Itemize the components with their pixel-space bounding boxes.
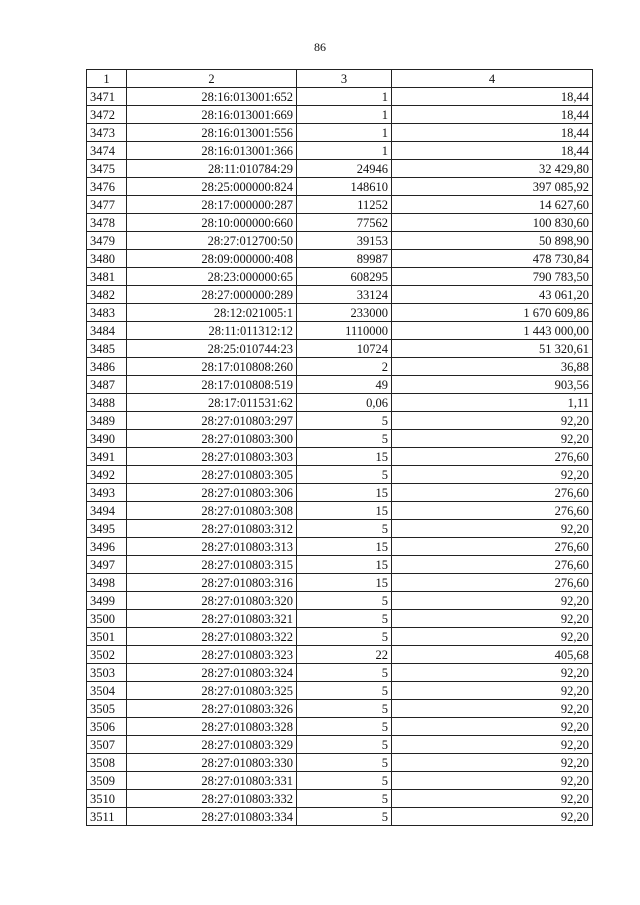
cadastral-number-cell: 28:27:010803:323 (127, 646, 297, 664)
table-row (87, 340, 593, 358)
amount-cell: 92,20 (392, 700, 593, 718)
table-body (87, 88, 593, 826)
row-number-cell: 3479 (87, 232, 127, 250)
table-row (87, 574, 593, 592)
cadastral-number-cell: 28:27:010803:297 (127, 412, 297, 430)
amount-cell: 1 443 000,00 (392, 322, 593, 340)
row-number-cell: 3486 (87, 358, 127, 376)
row-number-cell: 3504 (87, 682, 127, 700)
cadastral-number-cell: 28:27:010803:324 (127, 664, 297, 682)
row-number-cell: 3474 (87, 142, 127, 160)
area-cell: 5 (297, 412, 392, 430)
amount-cell: 18,44 (392, 142, 593, 160)
amount-cell: 43 061,20 (392, 286, 593, 304)
cadastral-number-cell: 28:27:000000:289 (127, 286, 297, 304)
area-cell: 5 (297, 430, 392, 448)
area-cell: 1 (297, 124, 392, 142)
row-number-cell: 3497 (87, 556, 127, 574)
amount-cell: 276,60 (392, 448, 593, 466)
row-number-cell: 3499 (87, 592, 127, 610)
cadastral-number-cell: 28:17:011531:62 (127, 394, 297, 412)
row-number-cell: 3473 (87, 124, 127, 142)
table-row (87, 682, 593, 700)
cadastral-number-cell: 28:27:010803:300 (127, 430, 297, 448)
amount-cell: 92,20 (392, 664, 593, 682)
table-row (87, 358, 593, 376)
amount-cell: 92,20 (392, 790, 593, 808)
area-cell: 5 (297, 628, 392, 646)
cadastral-number-cell: 28:16:013001:556 (127, 124, 297, 142)
amount-cell: 18,44 (392, 106, 593, 124)
table-row (87, 394, 593, 412)
area-cell: 5 (297, 664, 392, 682)
cadastral-number-cell: 28:27:010803:316 (127, 574, 297, 592)
amount-cell: 14 627,60 (392, 196, 593, 214)
cadastral-number-cell: 28:17:000000:287 (127, 196, 297, 214)
row-number-cell: 3476 (87, 178, 127, 196)
amount-cell: 92,20 (392, 772, 593, 790)
area-cell: 233000 (297, 304, 392, 322)
table-row (87, 160, 593, 178)
amount-cell: 92,20 (392, 682, 593, 700)
area-cell: 11252 (297, 196, 392, 214)
amount-cell: 18,44 (392, 124, 593, 142)
amount-cell: 1 670 609,86 (392, 304, 593, 322)
table-header (87, 70, 593, 88)
table-row (87, 286, 593, 304)
amount-cell: 1,11 (392, 394, 593, 412)
area-cell: 5 (297, 772, 392, 790)
cadastral-number-cell: 28:16:013001:669 (127, 106, 297, 124)
cadastral-number-cell: 28:09:000000:408 (127, 250, 297, 268)
area-cell: 148610 (297, 178, 392, 196)
area-cell: 33124 (297, 286, 392, 304)
cadastral-number-cell: 28:27:010803:315 (127, 556, 297, 574)
cadastral-number-cell: 28:27:010803:321 (127, 610, 297, 628)
cadastral-number-cell: 28:16:013001:366 (127, 142, 297, 160)
amount-cell: 903,56 (392, 376, 593, 394)
cadastral-number-cell: 28:27:010803:313 (127, 538, 297, 556)
amount-cell: 92,20 (392, 628, 593, 646)
table-row (87, 718, 593, 736)
row-number-cell: 3478 (87, 214, 127, 232)
amount-cell: 92,20 (392, 718, 593, 736)
table-row (87, 754, 593, 772)
table-row (87, 430, 593, 448)
cadastral-number-cell: 28:27:010803:331 (127, 772, 297, 790)
cadastral-number-cell: 28:27:010803:305 (127, 466, 297, 484)
area-cell: 77562 (297, 214, 392, 232)
cadastral-number-cell: 28:27:010803:306 (127, 484, 297, 502)
amount-cell: 92,20 (392, 430, 593, 448)
header-row (87, 70, 593, 88)
table-row (87, 178, 593, 196)
cadastral-number-cell: 28:27:012700:50 (127, 232, 297, 250)
row-number-cell: 3490 (87, 430, 127, 448)
area-cell: 22 (297, 646, 392, 664)
table-row (87, 88, 593, 106)
amount-cell: 276,60 (392, 484, 593, 502)
row-number-cell: 3489 (87, 412, 127, 430)
cadastral-number-cell: 28:27:010803:328 (127, 718, 297, 736)
amount-cell: 478 730,84 (392, 250, 593, 268)
amount-cell: 790 783,50 (392, 268, 593, 286)
area-cell: 15 (297, 484, 392, 502)
amount-cell: 92,20 (392, 466, 593, 484)
table-row (87, 322, 593, 340)
area-cell: 5 (297, 610, 392, 628)
table-row (87, 466, 593, 484)
amount-cell: 36,88 (392, 358, 593, 376)
cadastral-number-cell: 28:17:010808:260 (127, 358, 297, 376)
area-cell: 5 (297, 736, 392, 754)
table-row (87, 520, 593, 538)
area-cell: 5 (297, 718, 392, 736)
area-cell: 15 (297, 574, 392, 592)
column-header-1: 1 (87, 70, 127, 88)
amount-cell: 100 830,60 (392, 214, 593, 232)
row-number-cell: 3507 (87, 736, 127, 754)
table-row (87, 808, 593, 826)
table-row (87, 646, 593, 664)
area-cell: 1110000 (297, 322, 392, 340)
amount-cell: 405,68 (392, 646, 593, 664)
column-header-2: 2 (127, 70, 297, 88)
cadastral-number-cell: 28:10:000000:660 (127, 214, 297, 232)
row-number-cell: 3491 (87, 448, 127, 466)
table-row (87, 142, 593, 160)
cadastral-number-cell: 28:23:000000:65 (127, 268, 297, 286)
table-row (87, 250, 593, 268)
row-number-cell: 3493 (87, 484, 127, 502)
table-row (87, 736, 593, 754)
table-row (87, 484, 593, 502)
row-number-cell: 3503 (87, 664, 127, 682)
area-cell: 2 (297, 358, 392, 376)
row-number-cell: 3475 (87, 160, 127, 178)
area-cell: 5 (297, 754, 392, 772)
table-row (87, 556, 593, 574)
amount-cell: 32 429,80 (392, 160, 593, 178)
table-row (87, 502, 593, 520)
table-row (87, 610, 593, 628)
table-row (87, 592, 593, 610)
area-cell: 5 (297, 682, 392, 700)
table-row (87, 664, 593, 682)
row-number-cell: 3509 (87, 772, 127, 790)
row-number-cell: 3481 (87, 268, 127, 286)
table-row (87, 268, 593, 286)
table-row (87, 376, 593, 394)
row-number-cell: 3500 (87, 610, 127, 628)
row-number-cell: 3498 (87, 574, 127, 592)
column-header-4: 4 (392, 70, 593, 88)
table-row (87, 412, 593, 430)
cadastral-number-cell: 28:11:011312:12 (127, 322, 297, 340)
cadastral-number-cell: 28:11:010784:29 (127, 160, 297, 178)
area-cell: 15 (297, 502, 392, 520)
row-number-cell: 3506 (87, 718, 127, 736)
cadastral-number-cell: 28:25:000000:824 (127, 178, 297, 196)
row-number-cell: 3472 (87, 106, 127, 124)
table-row (87, 304, 593, 322)
table-row (87, 628, 593, 646)
row-number-cell: 3477 (87, 196, 127, 214)
amount-cell: 18,44 (392, 88, 593, 106)
table-row (87, 232, 593, 250)
table-row (87, 214, 593, 232)
row-number-cell: 3505 (87, 700, 127, 718)
area-cell: 24946 (297, 160, 392, 178)
cadastral-number-cell: 28:27:010803:320 (127, 592, 297, 610)
row-number-cell: 3501 (87, 628, 127, 646)
amount-cell: 92,20 (392, 808, 593, 826)
row-number-cell: 3496 (87, 538, 127, 556)
amount-cell: 51 320,61 (392, 340, 593, 358)
table-row (87, 124, 593, 142)
amount-cell: 276,60 (392, 538, 593, 556)
column-header-3: 3 (297, 70, 392, 88)
row-number-cell: 3485 (87, 340, 127, 358)
row-number-cell: 3494 (87, 502, 127, 520)
amount-cell: 92,20 (392, 610, 593, 628)
area-cell: 608295 (297, 268, 392, 286)
row-number-cell: 3508 (87, 754, 127, 772)
area-cell: 5 (297, 808, 392, 826)
area-cell: 89987 (297, 250, 392, 268)
cadastral-number-cell: 28:16:013001:652 (127, 88, 297, 106)
cadastral-number-cell: 28:27:010803:334 (127, 808, 297, 826)
row-number-cell: 3487 (87, 376, 127, 394)
table-row (87, 196, 593, 214)
cadastral-number-cell: 28:27:010803:326 (127, 700, 297, 718)
area-cell: 5 (297, 592, 392, 610)
area-cell: 1 (297, 88, 392, 106)
amount-cell: 92,20 (392, 592, 593, 610)
cadastral-number-cell: 28:27:010803:329 (127, 736, 297, 754)
area-cell: 49 (297, 376, 392, 394)
area-cell: 5 (297, 466, 392, 484)
cadastral-number-cell: 28:27:010803:303 (127, 448, 297, 466)
cadastral-number-cell: 28:25:010744:23 (127, 340, 297, 358)
cadastral-number-cell: 28:27:010803:330 (127, 754, 297, 772)
cadastral-number-cell: 28:27:010803:322 (127, 628, 297, 646)
area-cell: 0,06 (297, 394, 392, 412)
amount-cell: 276,60 (392, 574, 593, 592)
row-number-cell: 3480 (87, 250, 127, 268)
table-row (87, 790, 593, 808)
amount-cell: 276,60 (392, 502, 593, 520)
row-number-cell: 3482 (87, 286, 127, 304)
area-cell: 15 (297, 448, 392, 466)
cadastral-number-cell: 28:27:010803:332 (127, 790, 297, 808)
amount-cell: 92,20 (392, 520, 593, 538)
cadastral-number-cell: 28:12:021005:1 (127, 304, 297, 322)
amount-cell: 276,60 (392, 556, 593, 574)
area-cell: 5 (297, 520, 392, 538)
cadastral-number-cell: 28:27:010803:308 (127, 502, 297, 520)
data-table (86, 69, 593, 826)
row-number-cell: 3484 (87, 322, 127, 340)
page-number: 86 (314, 40, 326, 54)
amount-cell: 50 898,90 (392, 232, 593, 250)
cadastral-number-cell: 28:27:010803:325 (127, 682, 297, 700)
table-row (87, 538, 593, 556)
table-row (87, 700, 593, 718)
amount-cell: 92,20 (392, 736, 593, 754)
area-cell: 5 (297, 790, 392, 808)
area-cell: 10724 (297, 340, 392, 358)
amount-cell: 92,20 (392, 412, 593, 430)
amount-cell: 92,20 (392, 754, 593, 772)
table-row (87, 448, 593, 466)
row-number-cell: 3502 (87, 646, 127, 664)
area-cell: 5 (297, 700, 392, 718)
cadastral-number-cell: 28:27:010803:312 (127, 520, 297, 538)
area-cell: 1 (297, 106, 392, 124)
row-number-cell: 3471 (87, 88, 127, 106)
area-cell: 39153 (297, 232, 392, 250)
area-cell: 15 (297, 538, 392, 556)
row-number-cell: 3510 (87, 790, 127, 808)
row-number-cell: 3511 (87, 808, 127, 826)
table-row (87, 772, 593, 790)
cadastral-number-cell: 28:17:010808:519 (127, 376, 297, 394)
row-number-cell: 3483 (87, 304, 127, 322)
table-row (87, 106, 593, 124)
area-cell: 15 (297, 556, 392, 574)
row-number-cell: 3488 (87, 394, 127, 412)
row-number-cell: 3495 (87, 520, 127, 538)
row-number-cell: 3492 (87, 466, 127, 484)
amount-cell: 397 085,92 (392, 178, 593, 196)
area-cell: 1 (297, 142, 392, 160)
